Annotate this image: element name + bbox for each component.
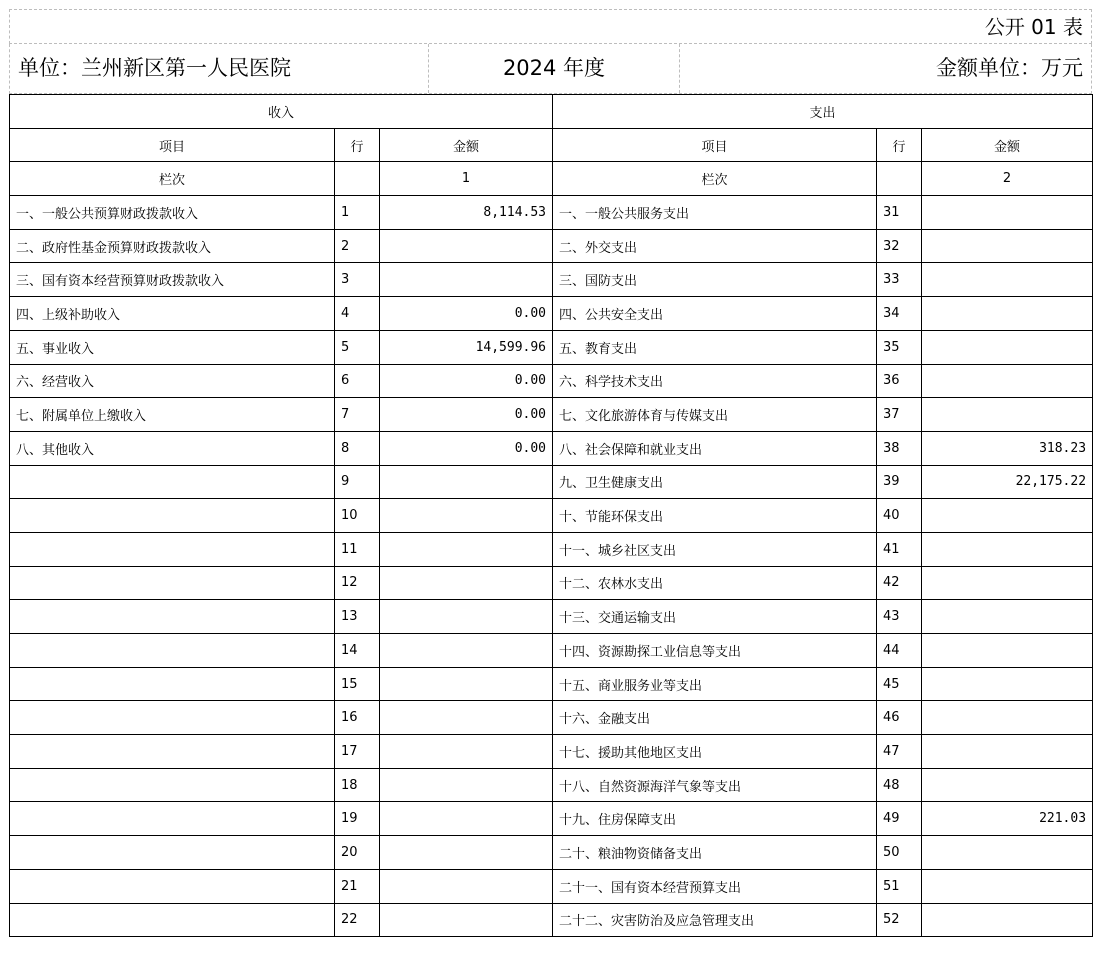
expense-amount-cell — [922, 364, 1093, 398]
expense-amount-cell — [922, 229, 1093, 263]
expense-item-cell: 二十二、灾害防治及应急管理支出 — [553, 903, 877, 937]
income-item-cell — [10, 465, 335, 499]
income-line-cell: 11 — [335, 532, 380, 566]
expense-line-cell: 40 — [877, 499, 922, 533]
expense-item-cell: 十八、自然资源海洋气象等支出 — [553, 768, 877, 802]
expense-line-cell: 48 — [877, 768, 922, 802]
income-amount-cell — [380, 634, 553, 668]
expense-item-cell: 七、文化旅游体育与传媒支出 — [553, 398, 877, 432]
expense-item-cell: 十九、住房保障支出 — [553, 802, 877, 836]
table-row — [10, 869, 1093, 903]
expense-item-cell: 十六、金融支出 — [553, 701, 877, 735]
expense-item-cell: 九、卫生健康支出 — [553, 465, 877, 499]
income-amount-cell — [380, 499, 553, 533]
income-line-cell: 15 — [335, 667, 380, 701]
table-row — [10, 499, 1093, 533]
income-amount-cell: 0.00 — [380, 364, 553, 398]
expense-amount-cell: 221.03 — [922, 802, 1093, 836]
table-row — [10, 431, 1093, 465]
expense-amount-cell — [922, 735, 1093, 769]
expense-amount-cell — [922, 869, 1093, 903]
income-amount-cell — [380, 836, 553, 870]
expense-item-cell: 十、节能环保支出 — [553, 499, 877, 533]
income-item-cell: 一、一般公共预算财政拨款收入 — [10, 196, 335, 230]
expense-line-cell: 34 — [877, 297, 922, 331]
income-amount-cell: 8,114.53 — [380, 196, 553, 230]
table-row — [10, 229, 1093, 263]
table-row — [10, 330, 1093, 364]
expense-line-cell: 47 — [877, 735, 922, 769]
income-amount-cell — [380, 532, 553, 566]
income-line-cell: 20 — [335, 836, 380, 870]
income-item-cell: 二、政府性基金预算财政拨款收入 — [10, 229, 335, 263]
expense-item-cell: 八、社会保障和就业支出 — [553, 431, 877, 465]
expense-header: 支出 — [553, 95, 1093, 129]
expense-line-cell: 42 — [877, 566, 922, 600]
table-row — [10, 667, 1093, 701]
income-amount-cell — [380, 566, 553, 600]
expense-line-blank — [877, 162, 922, 196]
expense-amount-cell — [922, 701, 1093, 735]
expense-item-cell: 十三、交通运输支出 — [553, 600, 877, 634]
table-row — [10, 465, 1093, 499]
expense-item-cell: 十二、农林水支出 — [553, 566, 877, 600]
income-item-cell — [10, 869, 335, 903]
table-row — [10, 532, 1093, 566]
income-amount-cell — [380, 903, 553, 937]
expense-amount-cell — [922, 532, 1093, 566]
income-line-cell: 13 — [335, 600, 380, 634]
expense-amount-header: 金额 — [922, 128, 1093, 162]
income-item-cell — [10, 802, 335, 836]
column-order-row — [10, 162, 1093, 196]
income-item-cell — [10, 903, 335, 937]
income-amount-cell — [380, 735, 553, 769]
income-header: 收入 — [10, 95, 553, 129]
income-item-header: 项目 — [10, 128, 335, 162]
income-line-cell: 19 — [335, 802, 380, 836]
income-item-cell — [10, 566, 335, 600]
table-row — [10, 297, 1093, 331]
expense-item-header: 项目 — [553, 128, 877, 162]
table-row — [10, 903, 1093, 937]
expense-amount-cell — [922, 196, 1093, 230]
income-amount-cell — [380, 465, 553, 499]
income-item-cell — [10, 532, 335, 566]
income-expense-table — [9, 94, 1093, 937]
income-line-cell: 9 — [335, 465, 380, 499]
income-amount-cell: 0.00 — [380, 431, 553, 465]
income-amount-cell — [380, 667, 553, 701]
expense-item-cell: 二、外交支出 — [553, 229, 877, 263]
expense-line-cell: 52 — [877, 903, 922, 937]
amount-unit: 金额单位：万元 — [936, 56, 1083, 80]
expense-item-cell: 五、教育支出 — [553, 330, 877, 364]
table-row — [10, 364, 1093, 398]
expense-line-cell: 32 — [877, 229, 922, 263]
expense-line-cell: 33 — [877, 263, 922, 297]
income-item-cell: 四、上级补助收入 — [10, 297, 335, 331]
expense-line-cell: 50 — [877, 836, 922, 870]
table-row — [10, 600, 1093, 634]
income-item-cell: 五、事业收入 — [10, 330, 335, 364]
expense-item-cell: 三、国防支出 — [553, 263, 877, 297]
income-item-cell — [10, 836, 335, 870]
income-line-cell: 21 — [335, 869, 380, 903]
income-amount-cell: 0.00 — [380, 398, 553, 432]
expense-amount-cell: 318.23 — [922, 431, 1093, 465]
expense-amount-cell — [922, 398, 1093, 432]
income-line-cell: 10 — [335, 499, 380, 533]
income-line-cell: 18 — [335, 768, 380, 802]
expense-line-cell: 36 — [877, 364, 922, 398]
income-line-cell: 5 — [335, 330, 380, 364]
income-item-cell — [10, 634, 335, 668]
expense-amount-cell — [922, 768, 1093, 802]
income-amount-cell: 0.00 — [380, 297, 553, 331]
expense-line-header: 行 — [877, 128, 922, 162]
expense-line-cell: 51 — [877, 869, 922, 903]
unit-name: 单位：兰州新区第一人民医院 — [18, 56, 291, 80]
expense-item-cell: 二十一、国有资本经营预算支出 — [553, 869, 877, 903]
income-amount-cell — [380, 263, 553, 297]
expense-amount-cell: 22,175.22 — [922, 465, 1093, 499]
income-item-cell — [10, 768, 335, 802]
form-code: 公开 01 表 — [984, 15, 1083, 39]
income-item-cell — [10, 499, 335, 533]
table-row — [10, 735, 1093, 769]
expense-item-cell: 一、一般公共服务支出 — [553, 196, 877, 230]
table-row — [10, 836, 1093, 870]
expense-amount-cell — [922, 634, 1093, 668]
expense-amount-cell — [922, 330, 1093, 364]
income-item-cell — [10, 701, 335, 735]
expense-item-cell: 十一、城乡社区支出 — [553, 532, 877, 566]
expense-amount-cell — [922, 566, 1093, 600]
expense-amount-cell — [922, 667, 1093, 701]
income-line-cell: 17 — [335, 735, 380, 769]
expense-column-order-label: 栏次 — [553, 162, 877, 196]
expense-line-cell: 31 — [877, 196, 922, 230]
income-line-cell: 3 — [335, 263, 380, 297]
income-item-cell — [10, 667, 335, 701]
income-column-order-label: 栏次 — [10, 162, 335, 196]
expense-amount-cell — [922, 600, 1093, 634]
income-line-cell: 2 — [335, 229, 380, 263]
table-row — [10, 196, 1093, 230]
income-amount-cell — [380, 600, 553, 634]
expense-amount-cell — [922, 836, 1093, 870]
table-row — [10, 768, 1093, 802]
income-amount-cell — [380, 869, 553, 903]
column-header-row — [10, 128, 1093, 162]
table-row — [10, 802, 1093, 836]
table-row — [10, 398, 1093, 432]
income-line-cell: 4 — [335, 297, 380, 331]
income-line-cell: 12 — [335, 566, 380, 600]
income-line-cell: 7 — [335, 398, 380, 432]
unit-info-row — [9, 44, 1092, 94]
expense-item-cell: 十七、援助其他地区支出 — [553, 735, 877, 769]
income-item-cell: 六、经营收入 — [10, 364, 335, 398]
income-line-cell: 6 — [335, 364, 380, 398]
expense-column-number: 2 — [922, 162, 1093, 196]
expense-line-cell: 44 — [877, 634, 922, 668]
income-item-cell — [10, 600, 335, 634]
expense-line-cell: 45 — [877, 667, 922, 701]
income-amount-cell — [380, 768, 553, 802]
fiscal-year: 2024 年度 — [428, 44, 680, 93]
income-line-cell: 1 — [335, 196, 380, 230]
table-body — [10, 196, 1093, 937]
section-header-row — [10, 95, 1093, 129]
expense-item-cell: 十五、商业服务业等支出 — [553, 667, 877, 701]
expense-item-cell: 四、公共安全支出 — [553, 297, 877, 331]
income-amount-cell — [380, 701, 553, 735]
income-line-cell: 16 — [335, 701, 380, 735]
income-item-cell: 八、其他收入 — [10, 431, 335, 465]
table-row — [10, 263, 1093, 297]
form-code-row — [9, 9, 1092, 44]
expense-item-cell: 二十、粮油物资储备支出 — [553, 836, 877, 870]
income-column-number: 1 — [380, 162, 553, 196]
expense-item-cell: 六、科学技术支出 — [553, 364, 877, 398]
expense-amount-cell — [922, 263, 1093, 297]
report-sheet — [9, 9, 1092, 945]
expense-item-cell: 十四、资源勘探工业信息等支出 — [553, 634, 877, 668]
income-item-cell — [10, 735, 335, 769]
expense-line-cell: 46 — [877, 701, 922, 735]
table-row — [10, 701, 1093, 735]
expense-amount-cell — [922, 499, 1093, 533]
income-line-cell: 14 — [335, 634, 380, 668]
expense-amount-cell — [922, 297, 1093, 331]
table-row — [10, 634, 1093, 668]
income-amount-header: 金额 — [380, 128, 553, 162]
table-row — [10, 566, 1093, 600]
expense-line-cell: 43 — [877, 600, 922, 634]
expense-line-cell: 39 — [877, 465, 922, 499]
expense-line-cell: 35 — [877, 330, 922, 364]
income-line-cell: 8 — [335, 431, 380, 465]
expense-line-cell: 41 — [877, 532, 922, 566]
expense-line-cell: 38 — [877, 431, 922, 465]
income-amount-cell — [380, 229, 553, 263]
income-line-cell: 22 — [335, 903, 380, 937]
income-amount-cell — [380, 802, 553, 836]
expense-amount-cell — [922, 903, 1093, 937]
income-line-blank — [335, 162, 380, 196]
income-line-header: 行 — [335, 128, 380, 162]
income-item-cell: 七、附属单位上缴收入 — [10, 398, 335, 432]
expense-line-cell: 49 — [877, 802, 922, 836]
income-amount-cell: 14,599.96 — [380, 330, 553, 364]
expense-line-cell: 37 — [877, 398, 922, 432]
income-item-cell: 三、国有资本经营预算财政拨款收入 — [10, 263, 335, 297]
